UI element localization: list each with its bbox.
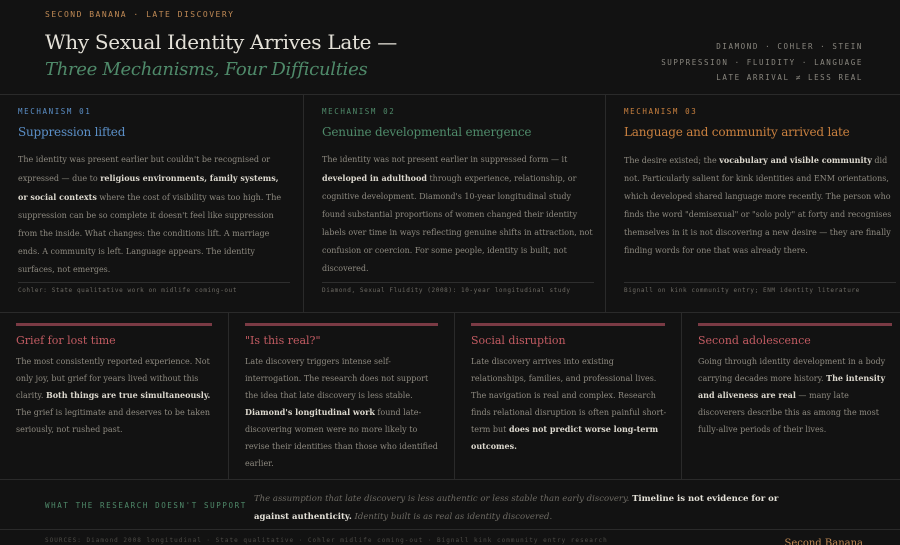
difficulty-accent-bar xyxy=(245,323,438,326)
header xyxy=(0,0,900,95)
difficulty-body: Late discovery arrives into existing relationships, families, and professional lives. The navigation is real and complex. Research finds relational disruption is often painful short-term but does not predict worse long-term outcomes. xyxy=(471,357,667,451)
difficulty-title: Social disruption xyxy=(471,334,566,347)
page-title: Why Sexual Identity Arrives Late — xyxy=(45,30,397,54)
footer-sources: SOURCES: Diamond 2008 longitudinal · State qualitative · Cohler midlife coming-out · Bignall kink community entry research xyxy=(45,537,608,544)
difficulty-accent-bar xyxy=(471,323,665,326)
difficulty-card xyxy=(228,313,454,480)
difficulties-row xyxy=(0,313,900,480)
difficulty-card xyxy=(454,313,681,480)
mechanism-body: The identity was present earlier but couldn't be recognised or expressed — due to religious environments, family systems, or social contexts where the cost of visibility was too high. The suppression can be so complete it doesn't feel like suppression from the inside. What changes: the conditions lift. A marriage ends. A community is left. Language appears. The identity surfaces, not emerges. xyxy=(18,155,282,274)
mechanism-source: Bignall on kink community entry; ENM identity literature xyxy=(624,282,896,295)
mechanism-label: MECHANISM 03 xyxy=(624,107,698,116)
mechanism-title: Genuine developmental emergence xyxy=(322,125,532,139)
difficulty-title: "Is this real?" xyxy=(245,334,321,347)
mechanism-card xyxy=(0,95,303,313)
mechanism-card xyxy=(605,95,900,313)
mechanism-body: The desire existed; the vocabulary and visible community did not. Particularly salient for kink identities and ENM orientations, which developed shared language more recently. The person who finds the word "demisexual" or "solo poly" at forty and recognises themselves in it is not discovering a new desire — they are finally finding words for one that was already there. xyxy=(624,155,892,255)
research-callout xyxy=(0,480,900,530)
mechanisms-row xyxy=(0,95,900,313)
difficulty-card xyxy=(0,313,228,480)
difficulty-title: Second adolescence xyxy=(698,334,811,347)
eyebrow: SECOND BANANA · LATE DISCOVERY xyxy=(45,10,235,19)
page-subtitle: Three Mechanisms, Four Difficulties xyxy=(45,59,368,80)
difficulty-body: Going through identity development in a body carrying decades more history. The intensity and aliveness are real — many late discoverers describe this as among the most fully-alive periods of their lives. xyxy=(698,357,886,434)
mechanism-source: Diamond, Sexual Fluidity (2008): 10-year longitudinal study xyxy=(322,282,594,295)
tag-line: DIAMOND · COHLER · STEIN xyxy=(716,42,863,51)
mechanism-label: MECHANISM 02 xyxy=(322,107,396,116)
tag-list xyxy=(661,39,863,86)
tag-line: LATE ARRIVAL ≠ LESS REAL xyxy=(716,73,863,82)
mechanism-title: Language and community arrived late xyxy=(624,125,850,139)
mechanism-source: Cohler: State qualitative work on midlife coming-out xyxy=(18,282,290,295)
brand-name: Second Banana xyxy=(784,538,863,545)
mechanism-title: Suppression lifted xyxy=(18,125,126,139)
difficulty-card xyxy=(681,313,900,480)
difficulty-body: Late discovery triggers intense self-interrogation. The research does not support the idea that late discovery is less stable. Diamond's longitudinal work found late-discovering women were no more likely to revise their identities than those who identified earlier. xyxy=(245,357,438,468)
research-text: The assumption that late discovery is less authentic or less stable than early discovery. Timeline is not evidence for or against authenticity. Identity built is as real as identity discovered. xyxy=(254,494,779,522)
difficulty-title: Grief for lost time xyxy=(16,334,116,347)
difficulty-accent-bar xyxy=(16,323,212,326)
difficulty-body: The most consistently reported experience. Not only joy, but grief for years lived without this clarity. Both things are true simultaneously. The grief is legitimate and deserves to be taken seriously, not rushed past. xyxy=(16,357,211,434)
mechanism-card xyxy=(303,95,605,313)
mechanism-body: The identity was not present earlier in suppressed form — it developed in adulthood through experience, relationship, or cognitive development. Diamond's 10-year longitudinal study found substantial proportions of women changed their identity labels over time in ways reflecting genuine shifts in attraction, not confusion or coercion. For some people, identity is built, not discovered. xyxy=(322,155,593,273)
mechanism-label: MECHANISM 01 xyxy=(18,107,92,116)
tag-line: SUPPRESSION · FLUIDITY · LANGUAGE xyxy=(661,57,863,67)
research-label: WHAT THE RESEARCH DOESN'T SUPPORT xyxy=(45,501,247,510)
difficulty-accent-bar xyxy=(698,323,892,326)
